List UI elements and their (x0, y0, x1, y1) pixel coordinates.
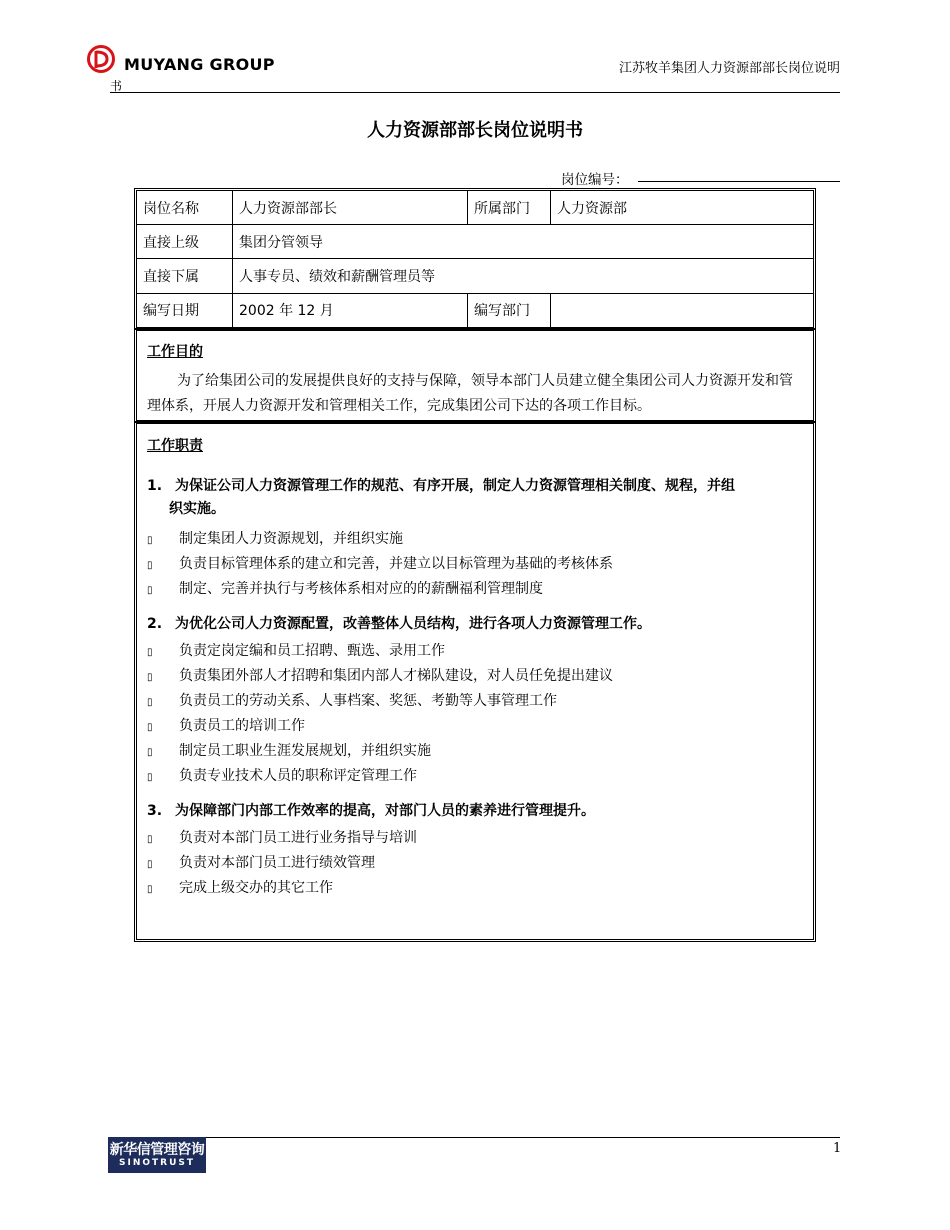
table-row (137, 293, 813, 327)
bullet-icon: ▯ (147, 647, 153, 658)
page-number: 1 (833, 1141, 842, 1156)
post-name-label: 岗位名称 (137, 191, 233, 225)
bullet-icon: ▯ (147, 722, 153, 733)
duty-section-title-text: 为保证公司人力资源管理工作的规范、有序开展，制定人力资源管理相关制度、规程，并组 (175, 478, 735, 494)
duty-section-3-title (147, 800, 803, 823)
list-item: ▯ 制定集团人力资源规划，并组织实施 (147, 531, 403, 547)
muyang-logo-icon (86, 44, 116, 74)
duty-section-1-title (147, 475, 803, 521)
bullet-icon: ▯ (147, 747, 153, 758)
post-number-field (638, 181, 840, 182)
basic-info-box (134, 188, 816, 330)
duties-section (134, 421, 816, 942)
bullet-icon: ▯ (147, 834, 153, 845)
subordinate-value: 人事专员、绩效和薪酬管理员等 (233, 259, 814, 293)
post-name-value: 人力资源部部长 (233, 191, 468, 225)
duty-section-2-title (147, 613, 803, 636)
list-item: ▯ 负责专业技术人员的职称评定管理工作 (147, 768, 417, 784)
table-row (137, 225, 813, 259)
purpose-heading: 工作目的 (147, 344, 203, 360)
duty-section-title-text: 为优化公司人力资源配置，改善整体人员结构，进行各项人力资源管理工作。 (175, 616, 651, 632)
date-value: 2002 年 12 月 (233, 293, 468, 327)
bullet-icon: ▯ (147, 535, 153, 546)
bullet-icon: ▯ (147, 672, 153, 683)
sinotrust-logo-cn: 新华信管理咨询 (109, 1142, 205, 1158)
list-item: ▯ 完成上级交办的其它工作 (147, 880, 333, 896)
list-item: ▯ 制定、完善并执行与考核体系相对应的的薪酬福利管理制度 (147, 581, 543, 597)
header-title: 江苏牧羊集团人力资源部部长岗位说明 (618, 61, 840, 76)
department-value: 人力资源部 (551, 191, 814, 225)
list-item: ▯ 制定员工职业生涯发展规划，并组织实施 (147, 743, 431, 759)
table-row (137, 259, 813, 293)
purpose-text: 为了给集团公司的发展提供良好的支持与保障，领导本部门人员建立健全集团公司人力资源开发和管理体系，开展人力资源开发和管理相关工作，完成集团公司下达的各项工作目标。 (147, 373, 793, 414)
duty-section-title-text: 为保障部门内部工作效率的提高，对部门人员的素养进行管理提升。 (175, 803, 595, 819)
author-dept-value (551, 293, 814, 327)
sinotrust-logo (108, 1137, 206, 1173)
duty-section-title-text: 织实施。 (169, 501, 225, 517)
sinotrust-logo-en: SINOTRUST (118, 1158, 195, 1168)
table-row (137, 191, 813, 225)
duty-section-number: 1. (147, 478, 163, 494)
department-label: 所属部门 (468, 191, 551, 225)
duty-section-number: 2. (147, 616, 163, 632)
subordinate-label: 直接下属 (137, 259, 233, 293)
duties-heading: 工作职责 (147, 438, 203, 454)
document-title: 人力资源部部长岗位说明书 (367, 120, 583, 141)
header-divider (110, 92, 840, 93)
duty-section-number: 3. (147, 803, 163, 819)
header-title-continuation: 书 (110, 79, 123, 93)
list-item: ▯ 负责目标管理体系的建立和完善，并建立以目标管理为基础的考核体系 (147, 556, 613, 572)
superior-value: 集团分管领导 (233, 225, 814, 259)
list-item: ▯ 负责员工的劳动关系、人事档案、奖惩、考勤等人事管理工作 (147, 693, 557, 709)
bullet-icon: ▯ (147, 697, 153, 708)
list-item: ▯ 负责集团外部人才招聘和集团内部人才梯队建设，对人员任免提出建议 (147, 668, 613, 684)
purpose-section (134, 328, 816, 423)
author-dept-label: 编写部门 (468, 293, 551, 327)
bullet-icon: ▯ (147, 560, 153, 571)
list-item: ▯ 负责员工的培训工作 (147, 718, 305, 734)
post-number-label: 岗位编号： (561, 172, 629, 188)
list-item: ▯ 负责定岗定编和员工招聘、甄选、录用工作 (147, 643, 445, 659)
bullet-icon: ▯ (147, 772, 153, 783)
bullet-icon: ▯ (147, 884, 153, 895)
date-label: 编写日期 (137, 293, 233, 327)
basic-info-table (137, 191, 813, 327)
footer-divider (110, 1137, 840, 1138)
bullet-icon: ▯ (147, 585, 153, 596)
superior-label: 直接上级 (137, 225, 233, 259)
list-item: ▯ 负责对本部门员工进行业务指导与培训 (147, 830, 417, 846)
list-item: ▯ 负责对本部门员工进行绩效管理 (147, 855, 375, 871)
bullet-icon: ▯ (147, 859, 153, 870)
brand-name: MUYANG GROUP (124, 55, 275, 74)
